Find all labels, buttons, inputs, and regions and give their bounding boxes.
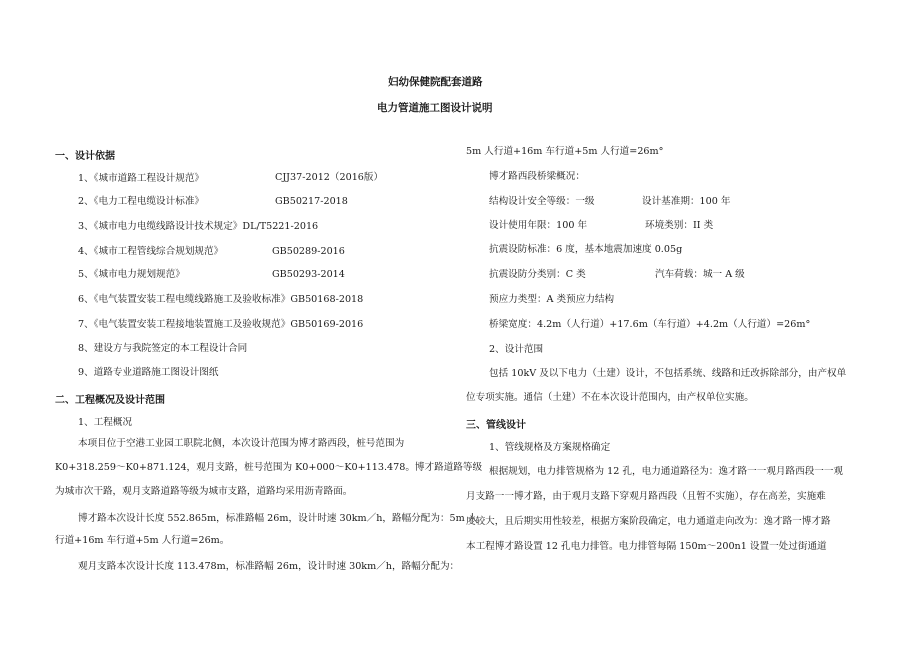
overview-subheading: 1、工程概况 (78, 417, 133, 428)
basis-item-7: 7、《电气装置安装工程接地装置施工及验收规范》GB50169-2016 (78, 319, 364, 330)
bocai-road-line-2: 行道+16m 车行道+5m 人行道=26m。 (55, 535, 230, 546)
continued-line: 5m 人行道+16m 车行道+5m 人行道=26m° (466, 146, 664, 157)
basis-item-5-standard: GB50293-2014 (272, 269, 345, 280)
overview-paragraph-line-2: K0+318.259～K0+871.124，观月支路，桩号范围为 K0+000～K0+113.478。博才路道路等级 (55, 462, 483, 473)
basis-item-4: 4、《城市工程管线综合规划规范》 (78, 246, 224, 257)
pipeline-subheading: 1、管线规格及方案规格确定 (489, 442, 611, 453)
bridge-row-6-a: 桥梁宽度：4.2m（人行道）+17.6m（车行道）+4.2m（人行道）=26m° (489, 319, 811, 330)
document-subtitle: 电力管道施工图设计说明 (377, 102, 493, 114)
section-heading-pipeline: 三、管线设计 (466, 420, 526, 431)
bridge-row-2-b: 环境类别：II 类 (645, 220, 714, 231)
bridge-row-1-a: 结构设计安全等级：一级 (489, 196, 595, 207)
scope-line-1: 包括 10kV 及以下电力（土建）设计，不包括系统、线路和迁改拆除部分，由产权单 (489, 368, 847, 379)
basis-item-1: 1、《城市道路工程设计规范》 (78, 173, 205, 184)
guanyue-road-line: 观月支路本次设计长度 113.478m，标准路幅 26m，设计时速 30km／h，路幅分配为： (78, 561, 460, 572)
bridge-row-3-a: 抗震设防标准：6 度，基本地震加速度 0.05g (489, 244, 683, 255)
basis-item-1-standard: CJJ37-2012（2016版） (275, 172, 384, 183)
section-heading-overview: 二、工程概况及设计范围 (55, 395, 165, 406)
scope-subheading: 2、设计范围 (489, 344, 544, 355)
basis-item-9: 9、道路专业道路施工图设计图纸 (78, 367, 219, 378)
scope-line-2: 位专项实施。通信（土建）不在本次设计范围内，由产权单位实施。 (466, 392, 754, 403)
basis-item-5: 5、《城市电力规划规范》 (78, 269, 185, 280)
bocai-road-line-1: 博才路本次设计长度 552.865m，标准路幅 26m，设计时速 30km／h，路幅分配为：5m 人 (78, 513, 478, 524)
pipeline-line-4: 本工程博才路设置 12 孔电力排管。电力排管每隔 150m～200n1 设置一处过街通道 (466, 541, 827, 552)
section-heading-design-basis: 一、设计依据 (55, 151, 115, 162)
basis-item-8: 8、建设方与我院签定的本工程设计合同 (78, 343, 248, 354)
basis-item-2: 2、《电力工程电缆设计标准》 (78, 196, 205, 207)
basis-item-3: 3、《城市电力电缆线路设计技术规定》DL/T5221-2016 (78, 221, 319, 232)
bridge-row-5-a: 预应力类型：A 类预应力结构 (489, 294, 615, 305)
bridge-overview-title: 博才路西段桥梁概况： (489, 171, 585, 182)
bridge-row-4-a: 抗震设防分类别：C 类 (489, 269, 586, 280)
basis-item-6: 6、《电气装置安装工程电缆线路施工及验收标准》GB50168-2018 (78, 294, 364, 305)
basis-item-4-standard: GB50289-2016 (272, 246, 345, 257)
overview-paragraph-line-3: 为城市次干路，观月支路道路等级为城市支路，道路均采用沥青路面。 (55, 486, 353, 497)
basis-item-2-standard: GB50217-2018 (275, 196, 348, 207)
document-title: 妇幼保健院配套道路 (388, 76, 483, 88)
overview-paragraph-line-1: 本项目位于空港工业园工职院北侧，本次设计范围为博才路西段，桩号范围为 (78, 438, 405, 449)
bridge-row-2-a: 设计使用年限：100 年 (489, 220, 588, 231)
pipeline-line-2: 月支路一一博才路，由于观月支路下穿观月路西段（且暂不实施），存在高差，实施难 (466, 491, 826, 502)
pipeline-line-1: 根据规划，电力排管规格为 12 孔，电力通道路径为：逸才路一一观月路西段一一观 (489, 466, 844, 477)
bridge-row-4-b: 汽车荷载：城一 A 级 (655, 269, 745, 280)
pipeline-line-3: 度较大，且后期实用性较差，根据方案阶段确定，电力通道走向改为：逸才路一博才路 (466, 516, 831, 527)
bridge-row-1-b: 设计基准期：100 年 (642, 196, 731, 207)
